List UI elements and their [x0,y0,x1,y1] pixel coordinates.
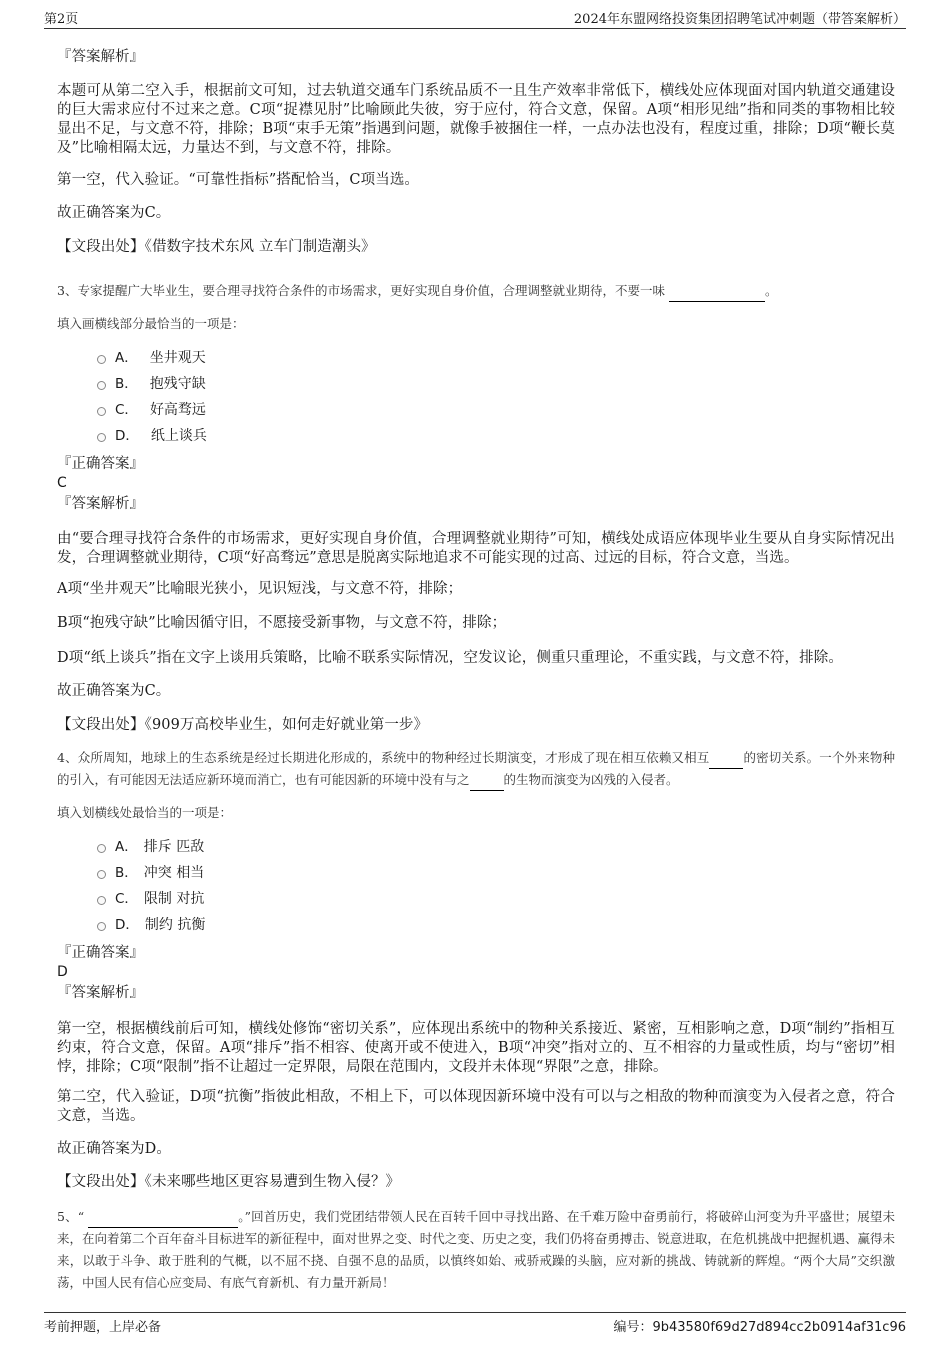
footer-slogan: 考前押题，上岸必备 [44,1320,162,1335]
q3-correct-label: 『正确答案』 [57,456,144,472]
document-code: 9b43580f69d27d894cc2b0914af31c96 [652,1320,906,1335]
q3-analysis-paragraph-2: A项“坐井观天”比喻眼光狭小，见识短浅，与文意不符，排除； [57,581,463,597]
q3-correct-answer: C [57,475,67,491]
page-footer [44,1312,906,1335]
q4-answer-statement: 故正确答案为D。 [57,1141,171,1157]
q4-correct-label: 『正确答案』 [57,945,144,961]
q4-stem: 4、众所周知，地球上的生态系统是经过长期进化形成的，系统中的物种经过长期演变，才形成了现在相互依赖又相互 的密切关系。一个外来物种的引入，有可能因无法适应新环境而消亡，也有可能因新的环境中没有与之 的生物而演变为凶残的入侵者。 [57,747,895,791]
document-title: 2024年东盟网络投资集团招聘笔试冲刺题（带答案解析） [573,12,906,27]
q2-analysis-paragraph-2: 第一空，代入验证。“可靠性指标”搭配恰当，C项当选。 [57,172,420,188]
q4-option-d[interactable]: D． 制约 抗衡 [97,915,205,935]
q4-analysis-paragraph-2: 第二空，代入验证，D项“抗衡”指彼此相敌，不相上下，可以体现因新环境中没有可以与之相敌的物种而演变为入侵者之意，符合文意，当选。 [57,1089,895,1124]
q4-option-c[interactable]: C． 限制 对抗 [97,889,204,909]
q3-option-b[interactable]: B． 抱残守缺 [97,374,206,394]
radio-icon[interactable] [97,381,106,390]
radio-icon[interactable] [97,896,106,905]
q3-option-a[interactable]: A． 坐井观天 [97,348,206,368]
q3-analysis-paragraph-1: 由“要合理寻找符合条件的市场需求，更好实现自身价值，合理调整就业期待”可知，横线处成语应体现毕业生要从自身实际情况出发，合理调整就业期待，C项“好高骛远”意思是脱离实际地追求不可能实现的过高、过远的目标，符合文意，当选。 [57,531,895,566]
q3-prompt: 填入画横线部分最恰当的一项是： [57,316,245,331]
q4-correct-answer: D [57,964,68,980]
q3-stem: 3、专家提醒广大毕业生，要合理寻找符合条件的市场需求，更好实现自身价值，合理调整就业期待，不要一味 。 [57,280,895,302]
q4-analysis-paragraph-1: 第一空，根据横线前后可知，横线处修饰“密切关系”，应体现出系统中的物种关系接近、紧密，互相影响之意，D项“制约”指相互约束，符合文意，保留。A项“排斥”指不相容、使离开或不使进入，B项“冲突”指对立的、互不相容的力量或性质，均与“密切”相悖，排除；C项“限制”指不让超过一定界限，局限在范围内，文段并未体现“界限”之意，排除。 [57,1021,895,1075]
q4-analysis-label: 『答案解析』 [57,985,144,1001]
q3-analysis-paragraph-3: B项“抱残守缺”比喻因循守旧，不愿接受新事物，与文意不符，排除； [57,615,507,631]
q3-option-d[interactable]: D． 纸上谈兵 [97,426,207,446]
q3-analysis-paragraph-4: D项“纸上谈兵”指在文字上谈用兵策略，比喻不联系实际情况，空发议论，侧重只重理论，不重实践，与文意不符，排除。 [57,650,843,666]
q3-analysis-label: 『答案解析』 [57,496,144,512]
q2-source: 【文段出处】《借数字技术东风 立车门制造潮头》 [57,239,376,255]
q4-blank-2 [470,776,504,791]
q4-option-a[interactable]: A． 排斥 匹敌 [97,837,204,857]
footer-code: 编号：9b43580f69d27d894cc2b0914af31c96 [613,1320,906,1335]
radio-icon[interactable] [97,433,106,442]
q3-source: 【文段出处】《909万高校毕业生，如何走好就业第一步》 [57,717,429,733]
page-header [44,8,906,29]
q2-analysis-label: 『答案解析』 [57,49,144,65]
q2-analysis-paragraph-1: 本题可从第二空入手，根据前文可知，过去轨道交通车门系统品质不一且生产效率非常低下，横线处应体现面对国内轨道交通建设的巨大需求应付不过来之意。C项“捉襟见肘”比喻顾此失彼，穷于应付，符合文意，保留。A项“相形见绌”指和同类的事物相比较显出不足，与文意不符，排除；B项“束手无策”指遇到问题，就像手被捆住一样，一点办法也没有，程度过重，排除；D项“鞭长莫及”比喻相隔太远，力量达不到，与文意不符，排除。 [57,83,895,156]
q2-answer-statement: 故正确答案为C。 [57,205,171,221]
radio-icon[interactable] [97,355,106,364]
q4-prompt: 填入划横线处最恰当的一项是： [57,805,233,820]
q3-option-c[interactable]: C． 好高骛远 [97,400,206,420]
radio-icon[interactable] [97,844,106,853]
q5-stem: 5、“ 。”回首历史，我们党团结带领人民在百转千回中寻找出路、在千难万险中奋勇前行，将破碎山河变为升平盛世；展望未来，在向着第二个百年奋斗目标进军的新征程中，面对世界之变、时代之变、历史之变，我们仍将奋勇搏击、锐意进取，在危机挑战中把握机遇、赢得未来，以敢于斗争、敢于胜利的气概，以不屈不挠、自强不息的品质，以慎终如始、戒骄戒躁的头脑，应对新的挑战、铸就新的辉煌。“两个大局”交织激荡，中国人民有信心应变局、有底气育新机、有力量开新局！ [57,1209,895,1290]
q4-blank-1 [709,754,743,769]
radio-icon[interactable] [97,407,106,416]
q3-blank [669,287,765,302]
page-number: 第2页 [44,12,79,27]
radio-icon[interactable] [97,922,106,931]
q4-source: 【文段出处】《未来哪些地区更容易遭到生物入侵？》 [57,1174,401,1190]
q3-answer-statement: 故正确答案为C。 [57,683,171,699]
q5-blank [88,1213,238,1228]
q4-option-b[interactable]: B． 冲突 相当 [97,863,204,883]
radio-icon[interactable] [97,870,106,879]
